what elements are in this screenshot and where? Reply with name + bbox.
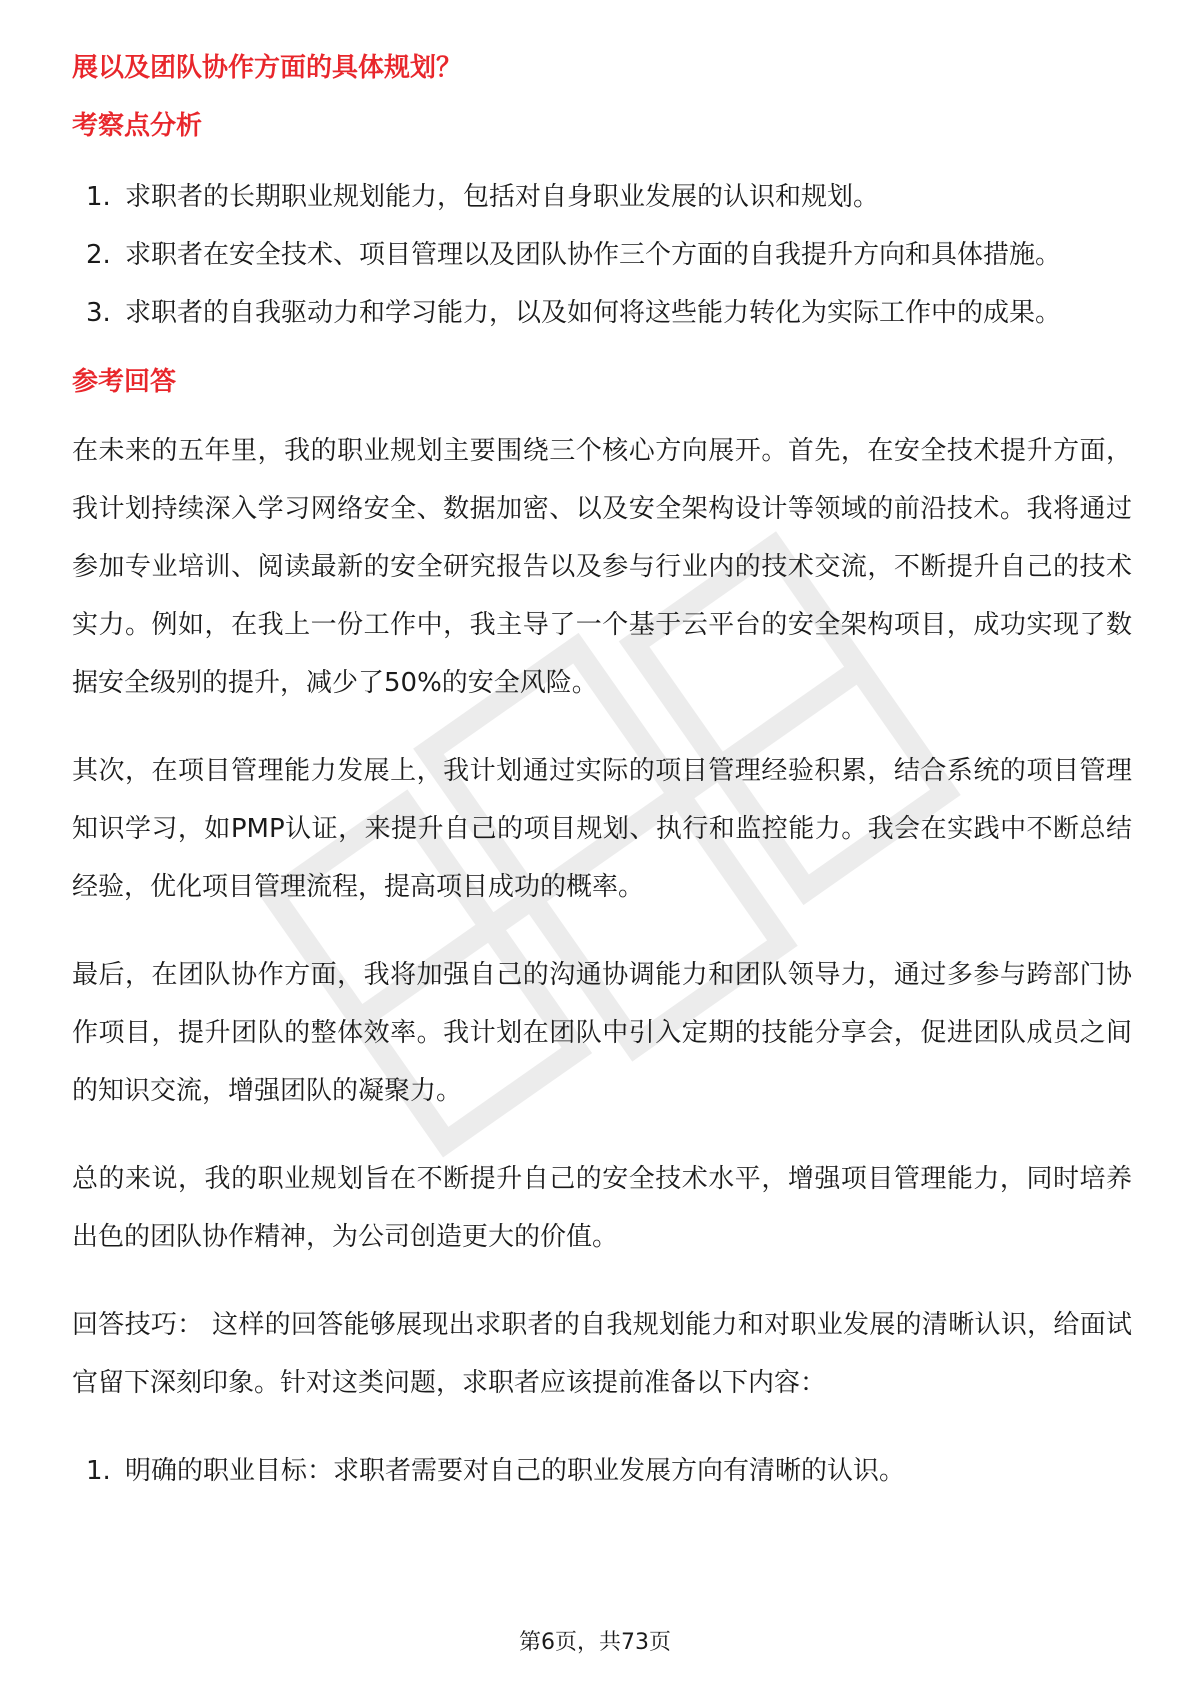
list-item: [72, 1442, 1132, 1500]
list-number: 1.: [86, 182, 111, 212]
list-number: 3.: [86, 298, 111, 328]
answer-paragraph: 总的来说，我的职业规划旨在不断提升自己的安全技术水平，增强项目管理能力，同时培养出色的团队协作精神，为公司创造更大的价值。: [72, 1164, 1132, 1252]
analysis-heading: 考察点分析: [72, 111, 203, 141]
list-item-text: 求职者的自我驱动力和学习能力，以及如何将这些能力转化为实际工作中的成果。: [125, 298, 1062, 328]
document-content: [72, 48, 1132, 1500]
list-number: 1.: [86, 1456, 111, 1486]
answer-tips-paragraph: 回答技巧： 这样的回答能够展现出求职者的自我规划能力和对职业发展的清晰认识，给面试官留下深刻印象。针对这类问题，求职者应该提前准备以下内容：: [72, 1310, 1132, 1398]
list-item-text: 明确的职业目标：求职者需要对自己的职业发展方向有清晰的认识。: [125, 1456, 906, 1486]
list-item: [72, 284, 1132, 342]
question-title: 展以及团队协作方面的具体规划？: [72, 53, 463, 83]
page-footer: 第6页，共73页: [519, 1630, 671, 1655]
list-number: 2.: [86, 240, 111, 270]
tips-list: [72, 1442, 1132, 1500]
list-item: [72, 168, 1132, 226]
analysis-list: [72, 168, 1132, 342]
answer-heading: 参考回答: [72, 367, 177, 397]
answer-paragraph: 最后，在团队协作方面，我将加强自己的沟通协调能力和团队领导力，通过多参与跨部门协作项目，提升团队的整体效率。我计划在团队中引入定期的技能分享会，促进团队成员之间的知识交流，增强团队的凝聚力。: [72, 960, 1132, 1106]
answer-paragraph: 在未来的五年里，我的职业规划主要围绕三个核心方向展开。首先，在安全技术提升方面，我计划持续深入学习网络安全、数据加密、以及安全架构设计等领域的前沿技术。我将通过参加专业培训、阅读最新的安全研究报告以及参与行业内的技术交流，不断提升自己的技术实力。例如，在我上一份工作中，我主导了一个基于云平台的安全架构项目，成功实现了数据安全级别的提升，减少了50%的安全风险。: [72, 436, 1132, 698]
list-item-text: 求职者在安全技术、项目管理以及团队协作三个方面的自我提升方向和具体措施。: [125, 240, 1062, 270]
list-item: [72, 226, 1132, 284]
answer-paragraph: 其次，在项目管理能力发展上，我计划通过实际的项目管理经验积累，结合系统的项目管理知识学习，如PMP认证，来提升自己的项目规划、执行和监控能力。我会在实践中不断总结经验，优化项目管理流程，提高项目成功的概率。: [72, 756, 1132, 902]
list-item-text: 求职者的长期职业规划能力，包括对自身职业发展的认识和规划。: [125, 182, 880, 212]
